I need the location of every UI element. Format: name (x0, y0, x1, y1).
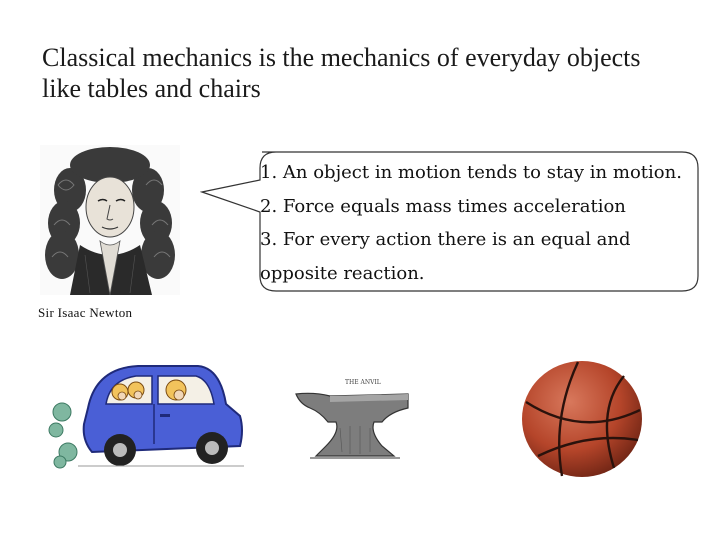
anvil-label: THE ANVIL (345, 379, 381, 386)
portrait-caption: Sir Isaac Newton (38, 305, 133, 320)
newton-laws (260, 156, 690, 290)
basketball-image (518, 358, 646, 480)
slide-title: Classical mechanics is the mechanics of everyday objects like tables and chairs (42, 43, 641, 103)
car-illustration (48, 360, 248, 470)
newton-portrait (40, 145, 180, 295)
anvil-illustration (290, 372, 420, 464)
law-3-continued: opposite reaction. (260, 262, 425, 284)
law-1: 1. An object in motion tends to stay in motion. (260, 162, 682, 183)
law-3: 3. For every action there is an equal and (260, 229, 631, 250)
law-2: 2. Force equals mass times acceleration (260, 195, 626, 217)
